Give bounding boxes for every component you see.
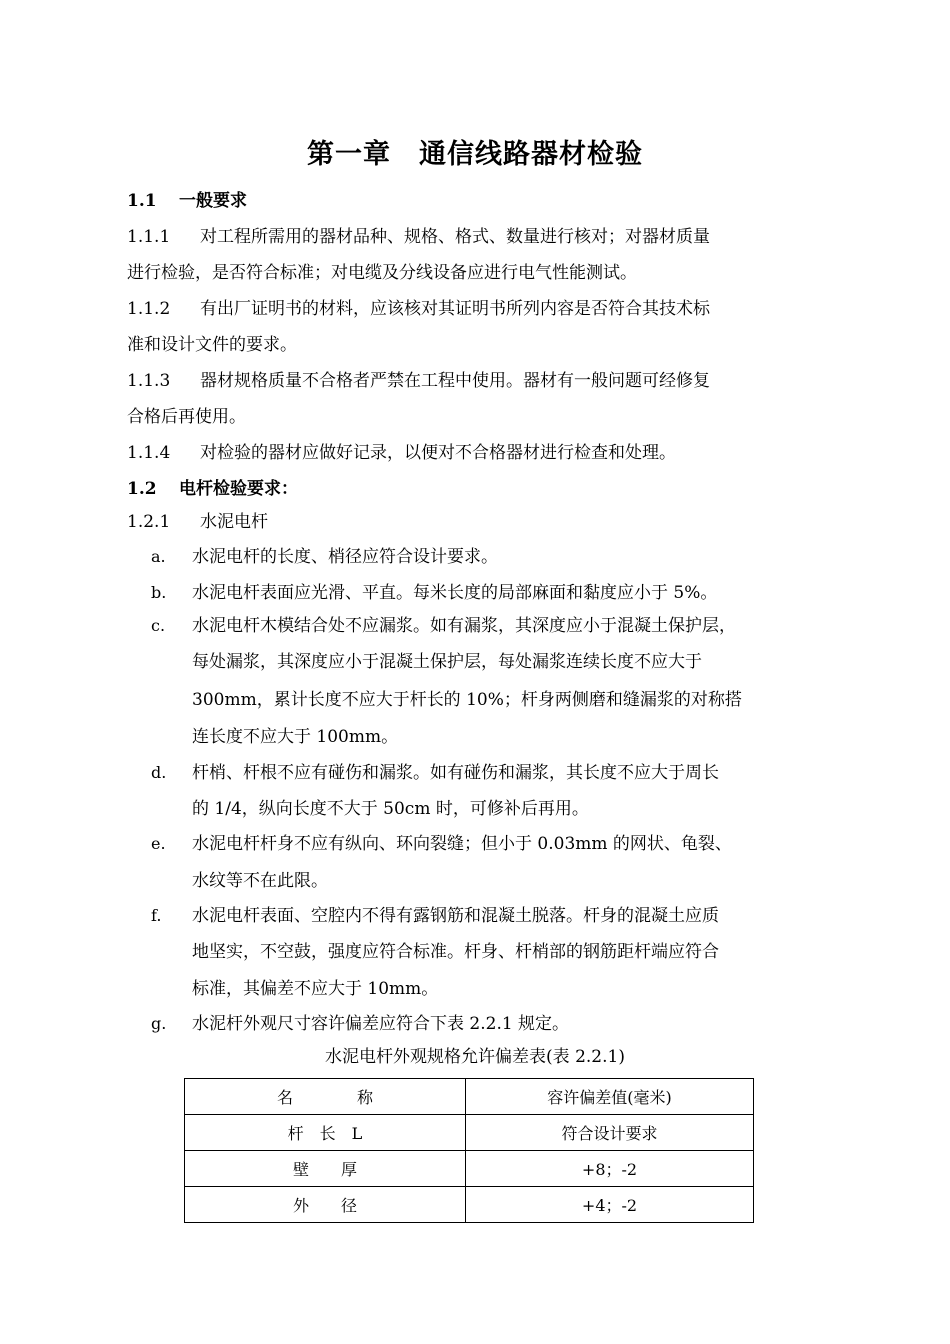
paragraph-1-2-1: [127, 510, 268, 534]
paragraph-text: 有出厂证明书的材料，应该核对其证明书所列内容是否符合其技术标: [200, 299, 710, 319]
paragraph-1-1-1-line1: [127, 225, 710, 249]
paragraph-1-1-2-line1: [127, 297, 710, 321]
table-caption: 水泥电杆外观规格允许偏差表(表 2.2.1): [325, 1047, 625, 1067]
paragraph-text: 水泥电杆: [200, 512, 268, 532]
table-header-row: [185, 1079, 754, 1115]
list-item-text: 标准，其偏差不应大于 10mm。: [192, 979, 439, 999]
paragraph-1-1-4-line1: [127, 441, 676, 465]
list-item-text: 水泥电杆表面应光滑、平直。每米长度的局部麻面和黏度应小于 5%。: [192, 583, 718, 603]
table-cell: 壁 厚: [185, 1151, 466, 1187]
table-row: [185, 1187, 754, 1223]
list-item-label: g.: [151, 1014, 167, 1033]
section-number: 1.1: [127, 191, 157, 211]
list-item-label: f.: [151, 906, 162, 925]
list-item-text: 地坚实，不空鼓，强度应符合标准。杆身、杆梢部的钢筋距杆端应符合: [192, 942, 719, 962]
section-number: 1.2: [127, 479, 157, 499]
list-item-text: 水泥电杆的长度、梢径应符合设计要求。: [192, 547, 498, 567]
paragraph-number: 1.1.4: [127, 443, 171, 463]
list-item-text: 300mm，累计长度不应大于杆长的 10%；杆身两侧磨和缝漏浆的对称搭: [192, 690, 742, 710]
section-heading-1-1: [127, 189, 247, 213]
list-item-label: a.: [151, 547, 166, 566]
tolerance-table: [184, 1078, 754, 1223]
list-item-text: 杆梢、杆根不应有碰伤和漏浆。如有碰伤和漏浆，其长度不应大于周长: [192, 763, 719, 783]
list-item-label: e.: [151, 834, 166, 853]
paragraph-text: 对工程所需用的器材品种、规格、格式、数量进行核对；对器材质量: [200, 227, 710, 247]
section-title: 一般要求: [179, 191, 247, 211]
paragraph-1-1-3-line1: [127, 369, 710, 393]
table-cell: 符合设计要求: [466, 1115, 754, 1151]
paragraph-1-1-3-line2: 合格后再使用。: [127, 407, 246, 427]
list-item-label: d.: [151, 763, 167, 782]
table-header-cell: 容许偏差值(毫米): [466, 1079, 754, 1115]
table-header-cell: 名 称: [185, 1079, 466, 1115]
paragraph-number: 1.1.1: [127, 227, 171, 247]
section-heading-1-2: [127, 477, 298, 501]
list-item-text: 的 1/4，纵向长度不大于 50cm 时，可修补后再用。: [192, 799, 589, 819]
table-row: [185, 1115, 754, 1151]
table-cell: +8；-2: [466, 1151, 754, 1187]
list-item-text: 水纹等不在此限。: [192, 871, 328, 891]
paragraph-text: 对检验的器材应做好记录，以便对不合格器材进行检查和处理。: [200, 443, 676, 463]
chapter-title: 第一章 通信线路器材检验: [307, 139, 643, 170]
table-cell: 外 径: [185, 1187, 466, 1223]
list-item-label: b.: [151, 583, 167, 602]
list-item-text: 水泥电杆木模结合处不应漏浆。如有漏浆，其深度应小于混凝土保护层，: [192, 616, 736, 636]
table-cell: +4；-2: [466, 1187, 754, 1223]
paragraph-1-1-2-line2: 准和设计文件的要求。: [127, 335, 297, 355]
table-cell: 杆 长 L: [185, 1115, 466, 1151]
list-item-label: c.: [151, 616, 166, 635]
paragraph-text: 器材规格质量不合格者严禁在工程中使用。器材有一般问题可经修复: [200, 371, 710, 391]
paragraph-number: 1.1.2: [127, 299, 171, 319]
paragraph-number: 1.1.3: [127, 371, 171, 391]
list-item-text: 连长度不应大于 100mm。: [192, 727, 399, 747]
table-row: [185, 1151, 754, 1187]
list-item-text: 水泥电杆杆身不应有纵向、环向裂缝；但小于 0.03mm 的网状、龟裂、: [192, 834, 732, 854]
list-item-text: 水泥电杆表面、空腔内不得有露钢筋和混凝土脱落。杆身的混凝土应质: [192, 906, 719, 926]
paragraph-1-1-1-line2: 进行检验，是否符合标准；对电缆及分线设备应进行电气性能测试。: [127, 263, 637, 283]
list-item-text: 每处漏浆，其深度应小于混凝土保护层，每处漏浆连续长度不应大于: [192, 652, 702, 672]
paragraph-number: 1.2.1: [127, 512, 171, 532]
section-title: 电杆检验要求：: [179, 479, 298, 499]
list-item-text: 水泥杆外观尺寸容许偏差应符合下表 2.2.1 规定。: [192, 1014, 570, 1034]
